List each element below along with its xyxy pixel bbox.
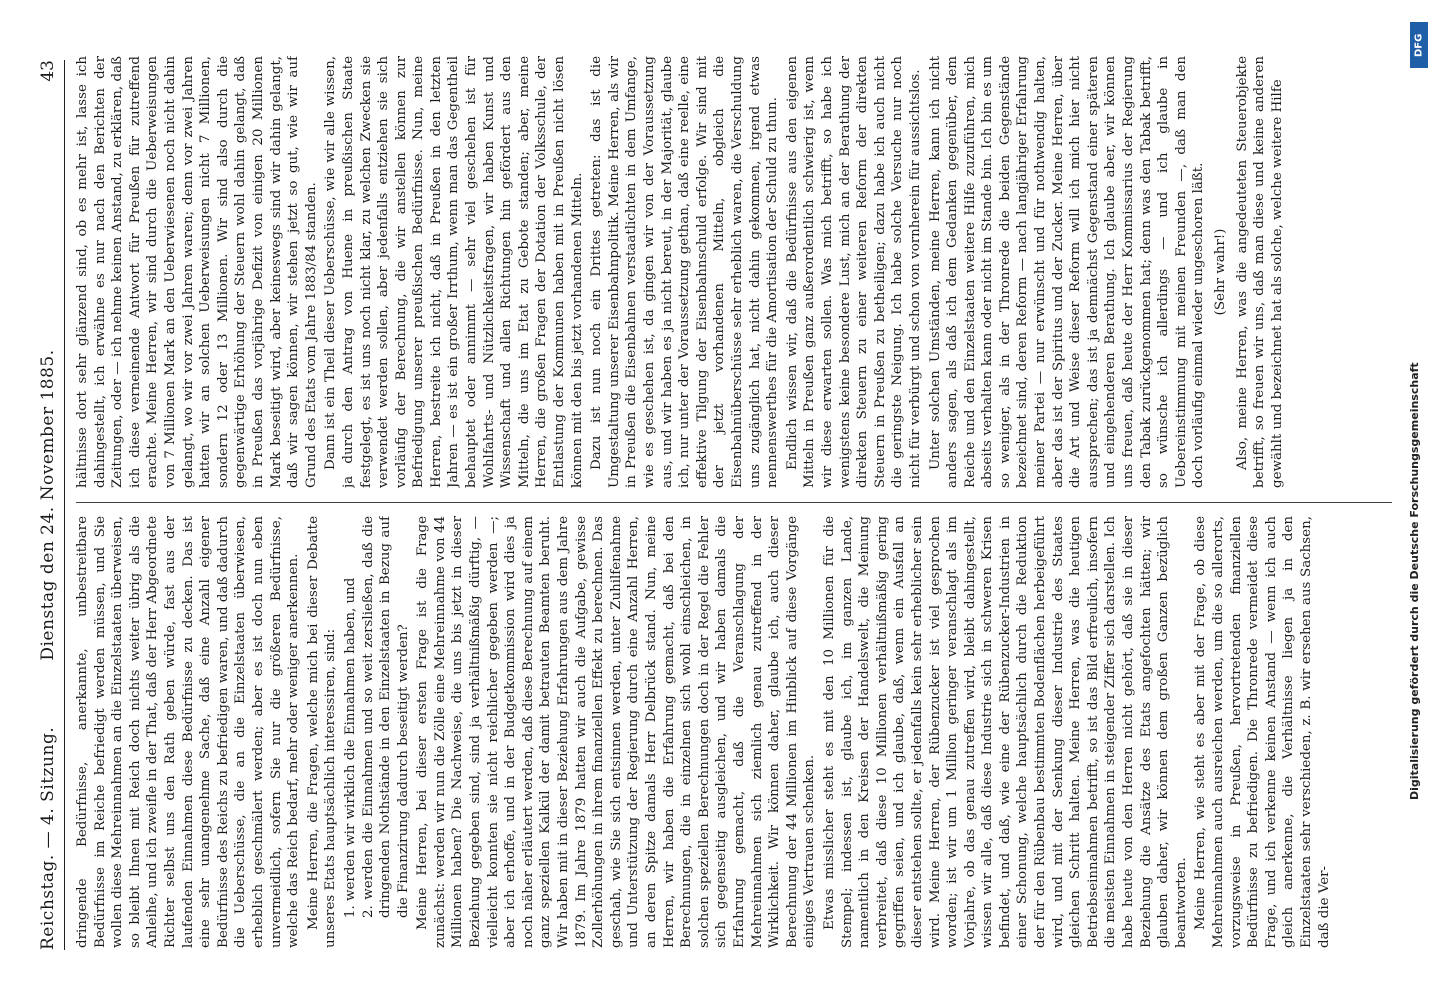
dfg-logo-icon: DFG	[1410, 22, 1428, 68]
paragraph: Meine Herren, wie steht es aber mit der Frage, ob diese Mehreinnahmen auch ausreichen werden, um die so allerorts, vorzugsweise in Preußen, hervortretenden finanziellen Bedürfnisse zu befriedigen. Die Thronrede vermeidet diese Frage, und ich verkenne keinen Anstand — wenn ich auch gleich anerkenne, die Verhältnisse liegen ja in den Einzelstaaten sehr verschieden, z. B. wir ersehen aus Sachsen, daß die Ver-	[1193, 516, 1332, 948]
left-column	[74, 516, 1396, 948]
page-header	[24, 60, 65, 950]
paragraph: Also, meine Herren, was die angedeuteten Steuerobjekte betrifft, so freuen wir uns, daß man diese und keine anderen gewählt und bezeichnet hat als solche, welche weitere Hilfe	[1234, 56, 1285, 488]
applause-note: (Sehr wahr!)	[1213, 228, 1228, 316]
rotated-scan-page	[16, 30, 1416, 970]
question-list	[342, 516, 412, 918]
list-item: 1. werden wir wirklich die Einnahmen haben, und	[342, 577, 358, 918]
paragraph: dringende Bedürfnisse, anerkannte, unbestreitbare Bedürfnisse im Reiche befriedigt werden müssen, und Sie wollen diese Mehreinnahmen an die Einzelstaaten überweisen, so bleibt Ihnen mit Reich doch nichts weiter übrig als die Anleihe, und ich zweifle in der That, daß der Herr Abgeordnete Richter selbst uns den Rath geben würde, fast aus der laufenden Einnahmen diese Bedürfnisse zu decken. Das ist eine sehr unangenehme Sache, daß eine Anzahl eigener Bedürfnisse des Reichs zu befriedigen waren, und daß dadurch die Ueberschüsse, die an die Einzelstaaten überwiesen, erheblich geschmälert werden; aber es ist doch nun eben unvermeidlich, sofern Sie nur die größeren Bedürfnisse, welche das Reich bedarf, mehr oder weniger anerkennen.	[75, 516, 302, 948]
paragraph: Endlich wissen wir, daß die Bedürfnisse aus den eigenen Mitteln in Preußen ganz außerordentlich schwierig ist, wenn wir diese erwarten sollen. Was mich betrifft, so habe ich wenigstens keine besondere Lust, mich an der Berathung der direkten Steuern zu einer weiteren Reform der direkten Steuern in Preußen zu betheiligen; dazu habe ich auch nicht die geringste Neigung. Ich habe solche Versuche nur noch nicht für verbürgt und schon von vornherein für aussichtslos.	[784, 56, 923, 488]
paragraph: hältnisse dort sehr glänzend sind, ob es mehr ist, lasse ich dahingestellt, ich erwähne es nur nach den Berichten der Zeitungen, oder — ich nehme keinen Anstand, zu erklären, daß ich diese verneinende Antwort für Preußen für zutreffend erachte. Meine Herren, wir sind durch die Ueberweisungen von 7 Millionen Mark an den Ueberwiesenen noch nicht dahin gelangt, wo wir vor zwei Jahren waren; denn vor zwei Jahren hatten wir an solchen Ueberweisungen nicht 7 Millionen, sondern 12 oder 13 Millionen. Wir sind also durch die gegenwärtige Erhöhung der Steuern wohl dahin gelangt, daß in Preußen das vorjährige Defizit von einigen 20 Millionen Mark beseitigt wird, aber keineswegs sind wir dahin gelangt, daß wir sagen können, wir stehen jetzt so gut, wie wir auf Grund des Etats vom Jahre 1883/84 standen.	[75, 56, 319, 488]
document-page	[16, 30, 1416, 970]
header-left: Reichstag. — 4. Sitzung.	[38, 726, 58, 950]
paragraph: Meine Herren, die Fragen, welche mich bei dieser Debatte unseres Etats hauptsächlich interessiren, sind:	[305, 516, 339, 948]
list-item: 2. werden die Einnahmen und so weit zersließen, daß die dringenden Nothstände in den Einzelstaaten in Bezug auf die Finanzirung dadurch beseitigt werden?	[360, 516, 411, 918]
header-date: Dienstag den 24. November 1885.	[38, 349, 58, 661]
paragraph: Meine Herren, bei dieser ersten Frage ist die Frage zunächst: werden wir nun die Zölle eine Mehreinnahme von 44 Millionen haben? Die Nachweise, die uns bis jetzt in dieser Beziehung gegeben sind, sind ja verhältnißmäßig dürftig, — vielleicht konnten sie nicht reichlicher gegeben werden —; aber ich erhoffe, und in der Budgetkommission wird dies ja noch näher erläutert werden, daß diese Berechnung auf einem ganz speziellen Kalkül der damit betrauten Beamten beruht. Wir haben mit in dieser Beziehung Erfahrungen aus dem Jahre 1879. Im Jahre 1879 hatten wir auch die Aufgabe, gewisse Zollerhöhungen in ihrem finanziellen Effekt zu berechnen. Das geschah, wie Sie sich entsinnen werden, unter Zuhilfenahme und Unterstützung der Regierung durch eine Anzahl Herren, an deren Spitze damals Herr Delbrück stand. Nun, meine Herren, wir haben die Erfahrung gemacht, daß bei den Berechnungen, die in einzelnen sich wohl einschleichen, in solchen speziellen Berechnungen doch in der Regel die Fehler sich gegenseitig ausgleichen, und wir haben damals die Erfahrung gemacht, daß die Veranschlagung der Mehreinnahmen sich ziemlich genau zutreffend in der Wirklichkeit. Wir können daher, glaube ich, auch dieser Berechnung der 44 Millionen im Hinblick auf diese Vorgänge einiges Vertrauen schenken.	[415, 516, 818, 948]
paragraph: Dann ist ein Theil dieser Ueberschüsse, wie wir alle wissen, ja durch den Antrag von Huene in preußischen Staate festgelegt, es ist uns noch nicht klar, zu welchen Zwecken sie verwendet werden sollen, aber jedenfalls entziehen sie sich vorläufig der Berechnung, die wir anstellen können zur Befriedigung unserer preußischen Bedürfnisse. Nun, meine Herren, bestreite ich nicht, daß in Preußen in den letzten Jahren — es ist ein großer Irrthum, wenn man das Gegentheil behauptet oder annimmt — sehr viel geschehen ist für Wohlfahrts- und Nützlichkeitsfragen, wir haben Kunst und Wissenschaft und allen Richtungen hin gefördert aus den Mitteln, die uns im Etat zu Gebote standen; aber, meine Herren, die großen Fragen der Dotation der Volksschule, der Entlastung der Kommunen haben mit in Preußen nicht lösen können mit den bis jetzt vorhandenen Mitteln.	[323, 56, 585, 488]
paragraph: Etwas misslicher steht es mit den 10 Millionen für die Stempel; indessen ist, glaube ich, im ganzen Lande, namentlich in den Kreisen der Handelswelt, die Meinung verbreitet, daß diese 10 Millionen verhältnißmäßig gering gegriffen seien, und ich glaube, daß, wenn ein Ausfall an dieser entstehen sollte, er jedenfalls kein sehr erheblicher sein wird. Meine Herren, der Rübenzucker ist viel gesprochen worden; ist wir um 1 Million geringer veranschlagt als im Vorjahre, ob das genau zutreffen wird, bleibt dahingestellt, wissen wir alle, daß diese Industrie sich in schweren Krisen befindet, und daß, wie eine der Rübenzucker-Industrien in einer Schonung, welche hauptsächlich durch die Reduktion der für den Rübenbau bestimmten Bodenflächen herbeigeführt wird, und mit der Senkung dieser Industrie des Staates gleichen Schritt halten. Meine Herren, was die heutigen Betriebseinnahmen betrifft, so ist das Bild erfreulich, insofern die meisten Einnahmen in steigender Ziffer sich darstellen. Ich habe heute von den Herren nicht gehört, daß sie in dieser Beziehung die Ansätze des Etats angefochten hätten; wir glauben daher, wir können dem großen Ganzen bezüglich beantworten.	[821, 516, 1189, 948]
column-divider	[76, 502, 1392, 503]
dfg-caption: Digitalisierung gefördert durch die Deutsche Forschungsgemeinschaft	[1408, 362, 1421, 800]
dfg-sidebar	[1406, 0, 1432, 1000]
paragraph: Dazu ist nun noch ein Drittes getreten: das ist die Umgestaltung unserer Eisenbahnpolitik. Meine Herren, als wir in Preußen die Eisenbahnen verstaatlichten in dem Umfange, wie es geschehen ist, da gingen wir von der Voraussetzung aus, und wir haben es ja nicht bereut, in der Majorität, glaube ich, nur unter der Voraussetzung gethan, daß eine reelle, eine effektive Tilgung der Eisenbahnschuld erfolge. Wir sind mit der jetzt vorhandenen Mitteln, obgleich die Eisenbahnüberschüsse sehr erheblich waren, die Verschuldung uns zugänglich hat, nicht dahin gekommen, irgend etwas nennenswerthes für die Amortisation der Schuld zu thun.	[589, 56, 781, 488]
page-number: 43	[38, 60, 58, 82]
paragraph: Unter solchen Umständen, meine Herren, kann ich nicht anders sagen, als daß ich dem Gedanken gegenüber, dem Reiche und den Einzelstaaten weitere Hilfe zuzuführen, mich abseits verhalten kann oder nicht im Stande bin. Ich bin es um so weniger, als in der Thronrede die beiden Gegenstände bezeichnet sind, deren Reform — nach langjähriger Erfahrung meiner Partei — nur erwünscht und für nothwendig halten, aber das ist der Spiritus und der Zucker. Meine Herren, über die Art und Weise dieser Reform will ich mich hier nicht aussprechen; das ist ja demnächst Gegenstand einer späteren und eingehenderen Berathung. Ich glaube aber, wir können uns freuen, daß heute der Herr Kommissarius der Regierung den Tabak zurückgenommen hat; denn was den Tabak betrifft, so wünsche ich allerdings — und ich glaube in Uebereinstimmung mit meinen Freunden —, daß man den doch vorläufig einmal wieder ungeschoren läßt.	[927, 56, 1207, 488]
right-column	[74, 56, 1396, 488]
